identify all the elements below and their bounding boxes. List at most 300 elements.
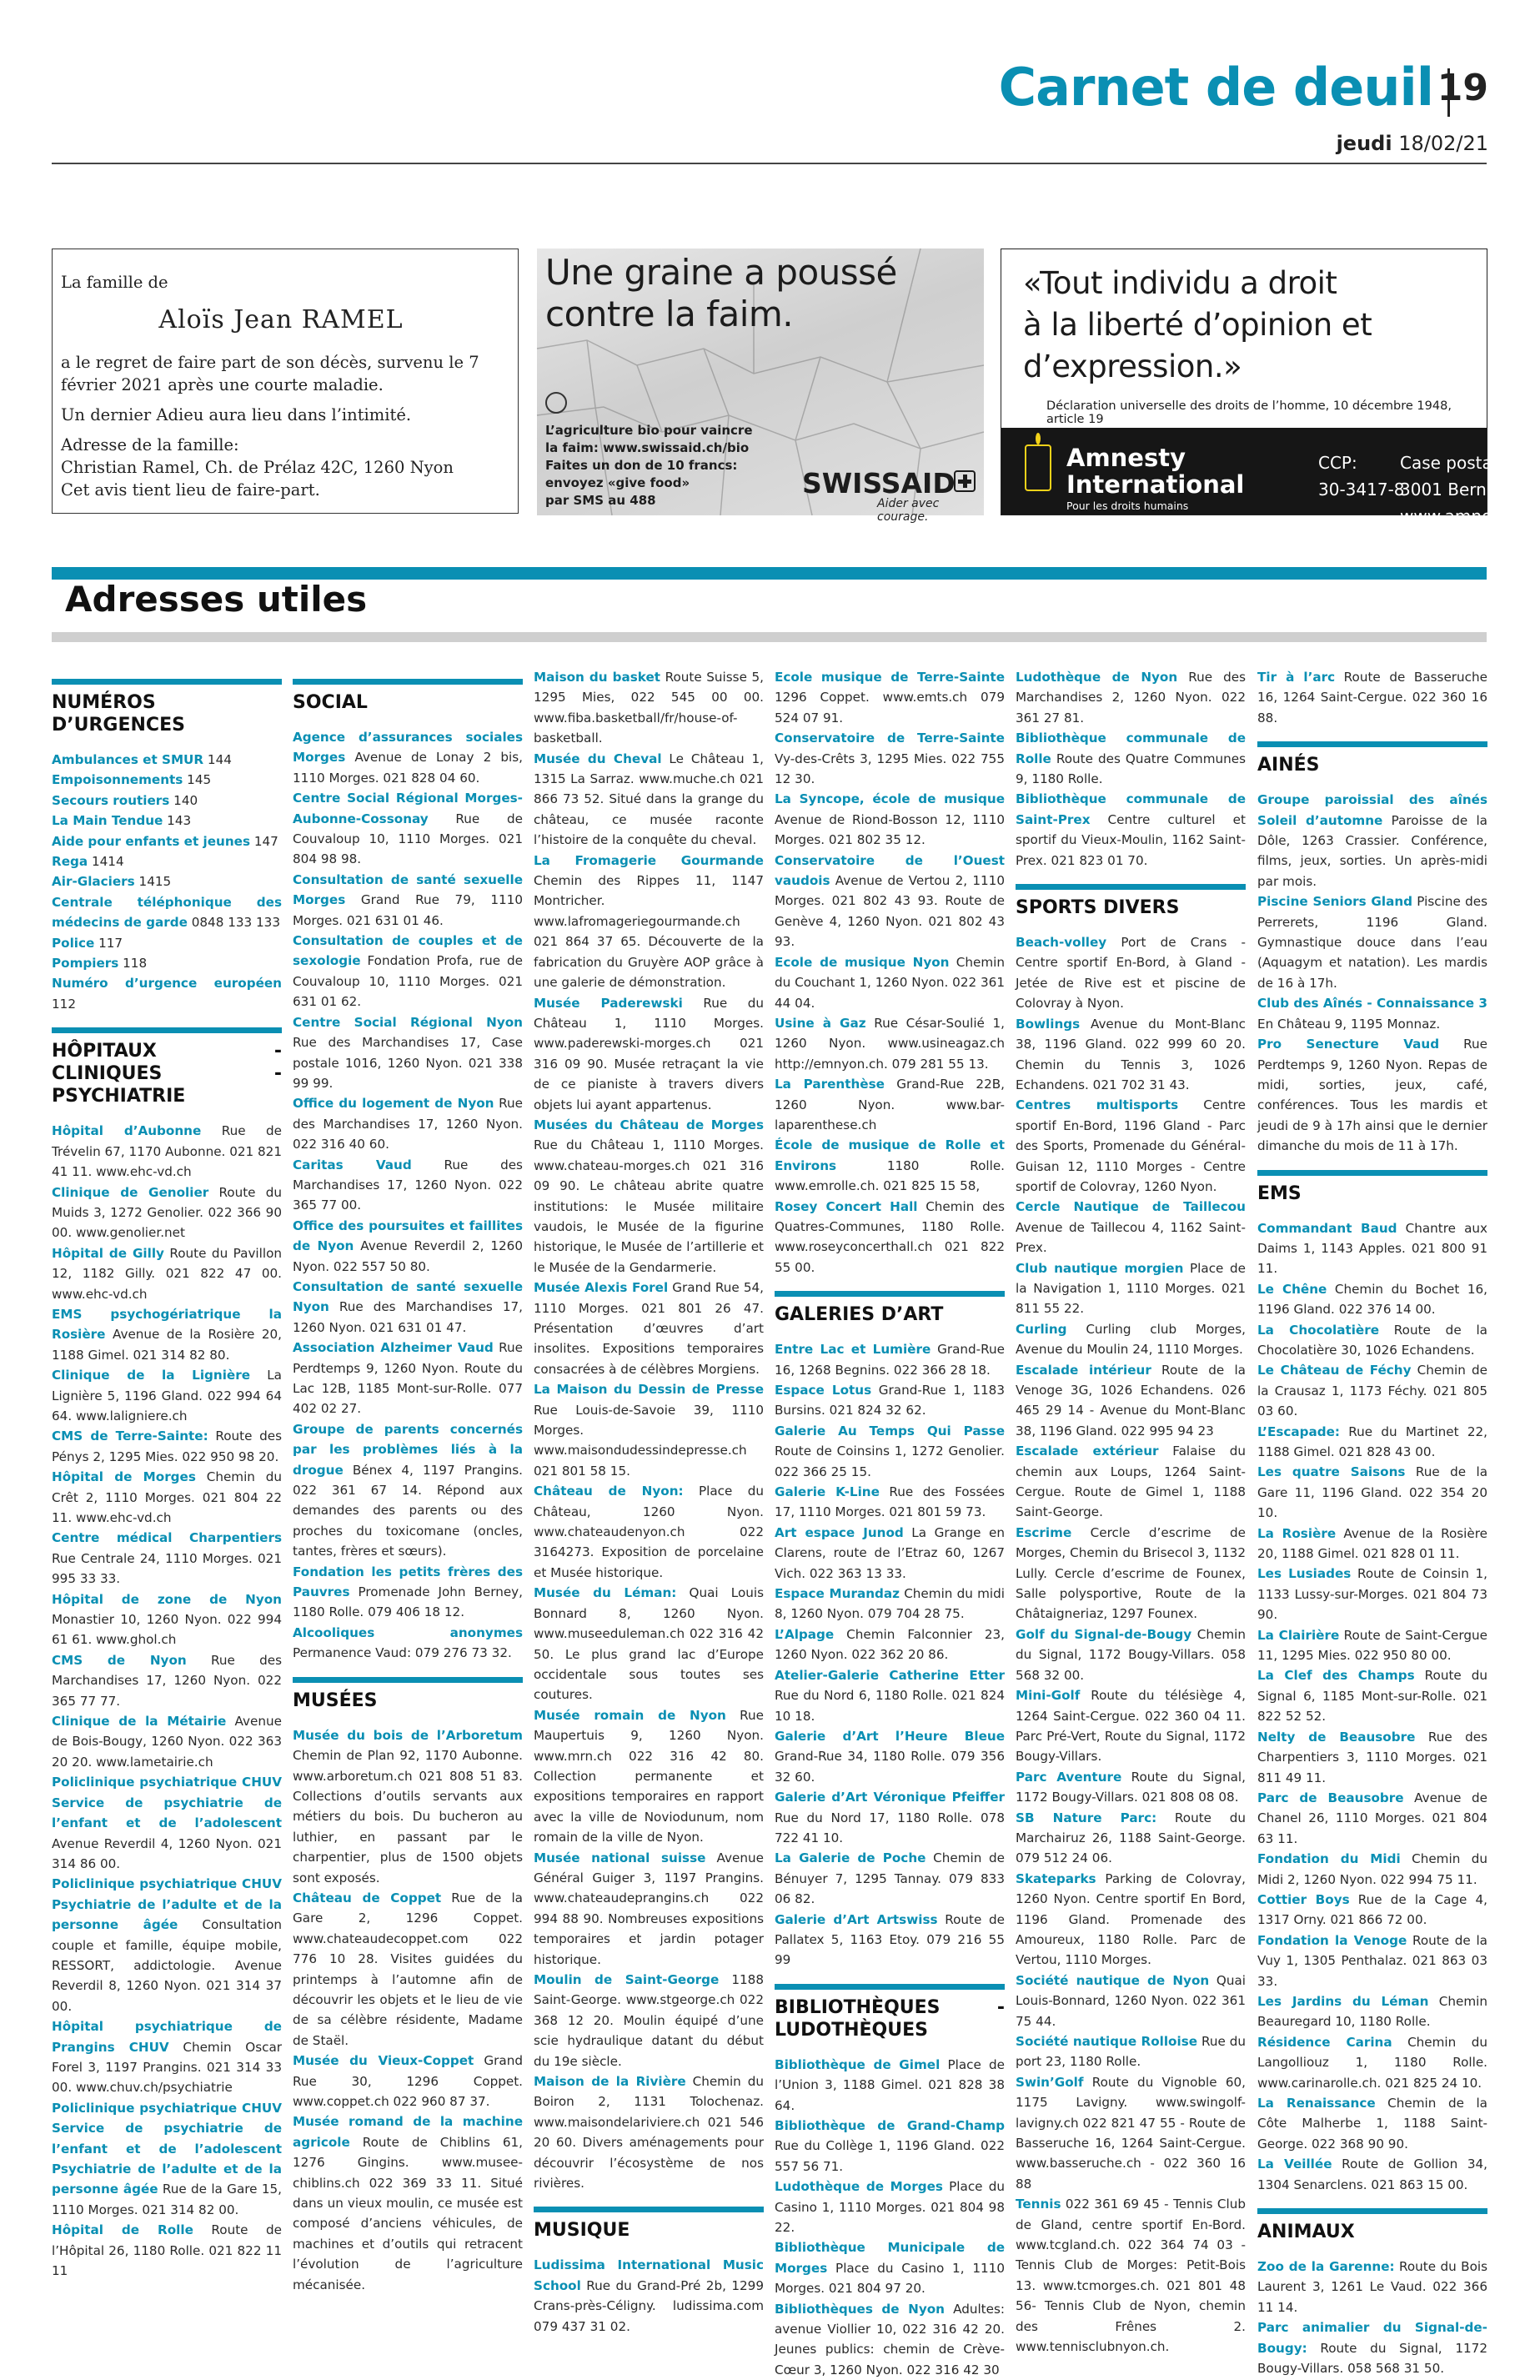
address-entry: [293, 1419, 523, 1562]
category-heading: ANIMAUX: [1257, 2208, 1487, 2243]
entry-details: Rue Louis-de-Savoie 39, 1110 Morges. www.maisondudessindepresse.ch 021 801 58 15.: [534, 1402, 764, 1479]
address-entry: [775, 1848, 1005, 1909]
section-band-bottom: [52, 632, 1487, 642]
address-entry: [1016, 1197, 1246, 1258]
address-entry: [775, 1074, 1005, 1135]
page-header: [0, 0, 1527, 154]
entry-details: Chemin du Boiron 2, 1131 Tolochenaz. www.maisondelariviere.ch 021 546 20 60. Divers aménagements pour découvrir l’écosystème de nos rivières.: [534, 2074, 764, 2192]
entry-details: Monastier 10, 1260 Nyon. 022 994 61 61. www.ghol.ch: [52, 1612, 282, 1648]
address-entry: [534, 1970, 764, 2071]
address-entry: [52, 1426, 282, 1467]
entry-details: Avenue de Bois-Bougy, 1260 Nyon. 022 363 20 20. www.lametairie.ch: [52, 1714, 282, 1770]
entry-name: Tennis: [1016, 2197, 1061, 2212]
entry-details: Place du Casino 1, 1110 Morges. 021 804 97 20.: [775, 2260, 1005, 2297]
entry-name: Escalade extérieur: [1016, 1444, 1159, 1459]
address-entry: [1016, 728, 1246, 789]
address-entry: [775, 1135, 1005, 1196]
entry-details: Rue de la Gare 2, 1296 Coppet. www.chateaudecoppet.com 022 776 10 28. Visites guidées du printemps à l’automne afin de découvrir les objets et le lieu de vie de sa célèbre résidente, Madame de Staël.: [293, 1890, 523, 2048]
obituary-text-3: Adresse de la famille:: [61, 435, 239, 454]
address-entry: [1016, 1095, 1246, 1197]
entry-details: Promenade John Berney, 1180 Rolle. 079 406 18 12.: [293, 1584, 523, 1620]
address-entry: [52, 1650, 282, 1711]
amnesty-postal-address: Case postale, 3001 Berne: [1400, 453, 1512, 500]
address-entry: [1016, 1523, 1246, 1624]
entry-name: Ludothèque de Morges: [775, 2179, 943, 2195]
entry-name: La Rosière: [1257, 1525, 1337, 1541]
entry-details: Rue Centrale 24, 1110 Morges. 021 995 33 33.: [52, 1550, 282, 1587]
entry-name: Escalade intérieur: [1016, 1362, 1151, 1378]
entry-name: Zoo de la Garenne:: [1257, 2259, 1395, 2275]
address-entry: [1257, 1218, 1487, 1279]
entry-details: Curling club Morges, Avenue du Moulin 24, 1110 Morges.: [1016, 1321, 1246, 1358]
entry-details: Avenue du Mont-Blanc 38, 1196 Gland. 022 999 60 20. Chemin du Tennis 3, 1026 Echandens. 021 702 31 43.: [1016, 1016, 1246, 1092]
obituary-intro: La famille de: [61, 273, 168, 292]
address-entry: [1257, 2093, 1487, 2154]
entry-name: Ecole de musique Nyon: [775, 954, 950, 970]
address-entry: [1257, 891, 1487, 993]
entry-name: Moulin de Saint-George: [534, 1972, 720, 1987]
entry-name: La Main Tendue: [52, 813, 163, 829]
entry-name: Association Alzheimer Vaud: [293, 1340, 494, 1356]
address-entry: [1257, 790, 1487, 891]
entry-details: Route du Signal, 1172 Bougy-Villars. 021 808 08 08.: [1016, 1769, 1246, 1805]
entry-name: Rega: [52, 854, 88, 870]
entry-name: Galerie Au Temps Qui Passe: [775, 1423, 1005, 1439]
obituary-text-2: Un dernier Adieu aura lieu dans l’intimité.: [61, 405, 412, 424]
address-entry: [534, 1379, 764, 1481]
entry-name: Consultation de couples et de sexologie: [293, 933, 523, 969]
entry-name: Policlinique psychiatrique CHUV Psychiatrie de l’adulte et de la personne âgée: [52, 1876, 282, 1933]
entry-name: Château de Nyon:: [534, 1484, 684, 1499]
address-entry: [775, 1787, 1005, 1848]
address-entry: [775, 1380, 1005, 1421]
address-entry: [775, 2055, 1005, 2116]
entry-name: Aide pour enfants et jeunes: [52, 833, 251, 849]
obituary-name: Aloïs Jean RAMEL: [158, 305, 404, 334]
section-band-top: [52, 567, 1487, 580]
address-entry: [293, 1338, 523, 1419]
address-entry: [1016, 1624, 1246, 1685]
entry-name: Ecole musique de Terre-Sainte: [775, 670, 1005, 685]
entry-name: Hôpital de Gilly: [52, 1245, 164, 1261]
category-heading: AINÉS: [1257, 741, 1487, 776]
entry-name: CMS de Nyon: [52, 1652, 187, 1668]
obituary-notice: [52, 249, 519, 514]
entry-name: Les Jardins du Léman: [1257, 1993, 1429, 2009]
entry-details: Bénex 4, 1197 Prangins. 022 361 67 14. Répond aux demandes des parents ou des proches du toxicomane (oncles, tantes, frères et sœurs).: [293, 1462, 523, 1559]
entry-details: 143: [163, 813, 192, 829]
entry-name: EMS psychogériatrique la Rosière: [52, 1306, 282, 1343]
address-column-1: [52, 667, 283, 2279]
entry-name: Skateparks: [1016, 1870, 1096, 1886]
address-entry: [52, 811, 282, 831]
address-entry: [1016, 1971, 1246, 2031]
entry-name: Curling: [1016, 1321, 1067, 1337]
address-entry: [293, 1623, 523, 1664]
entry-details: Rue de la Gare 15, 1110 Morges. 021 314 82 00.: [52, 2182, 282, 2217]
address-entry: [52, 2016, 282, 2098]
entry-details: 1188 Saint-George. www.stgeorge.ch 022 368 12 20. Moulin équipé d’une scie hydraulique datant du début du 19e siècle.: [534, 1972, 764, 2069]
entry-name: Pro Senecture Vaud: [1257, 1037, 1440, 1052]
entry-name: Musée romand de la machine agricole: [293, 2114, 523, 2150]
entry-details: 1414: [88, 854, 124, 870]
entry-details: Route de Gollion 34, 1304 Senarclens. 021 863 15 00.: [1257, 2157, 1488, 2192]
entry-name: Pompiers: [52, 956, 119, 972]
entry-name: Fondation du Midi: [1257, 1851, 1401, 1867]
category-heading: BIBLIOTHÈQUES - LUDOTHÈQUES: [775, 1984, 1005, 2041]
entry-details: Chemin Oscar Forel 3, 1197 Prangins. 021 314 33 00. www.chuv.ch/psychiatrie: [52, 2039, 283, 2096]
entry-name: Musée du Léman:: [534, 1585, 677, 1601]
address-entry: [1257, 1890, 1487, 1931]
entry-details: Centre sportif En-Bord, 1196 Gland - Parc des Sports, Promenade du Général-Guisan 12, 1110 Morges - Centre sportif de Colovray, 1260 Nyon.: [1016, 1097, 1246, 1194]
entry-details: Rue des Marchandises 17, 1260 Nyon. 022 316 40 60.: [293, 1096, 523, 1152]
entry-name: Les Lusiades: [1257, 1566, 1352, 1582]
entry-details: 112: [52, 996, 76, 1012]
entry-name: Centre Social Régional Nyon: [293, 1014, 523, 1030]
address-entry: [534, 1848, 764, 1970]
entry-name: Clinique de la Métairie: [52, 1714, 227, 1730]
entry-details: Rue du Collège 1, 1196 Gland. 022 557 56 71.: [775, 2138, 1005, 2174]
entry-name: Maison du basket: [534, 670, 661, 685]
amnesty-ccp: [1318, 449, 1405, 503]
address-entry: [52, 1467, 282, 1528]
entry-details: Cercle d’escrime de Morges, Chemin du Brisecol 3, 1132 Lully. Cercle d’escrime de Founex, Salle polysportive, Route de la Châtaigneriaz, 1297 Founex.: [1016, 1524, 1246, 1622]
entry-name: Bibliothèques de Nyon: [775, 2301, 945, 2317]
entry-details: Rue des Marchandises 17, Case postale 1016, 1260 Nyon. 021 338 99 99.: [293, 1035, 523, 1091]
entry-name: Office des poursuites et faillites de Nyon: [293, 1218, 523, 1254]
entry-details: Chemin du Bochet 16, 1196 Gland. 022 376 14 00.: [1257, 1281, 1487, 1318]
entry-name: Agence d’assurances sociales Morges: [293, 730, 523, 766]
entry-details: Avenue Reverdil 2, 1260 Nyon. 022 557 50 80.: [293, 1238, 523, 1274]
address-entry: [775, 1910, 1005, 1971]
address-entry: [52, 791, 282, 811]
entry-name: Piscine Seniors Gland: [1257, 894, 1413, 910]
entry-details: Rue du Grand-Pré 2b, 1299 Crans-près-Céligny. ludissima.com 079 437 31 02.: [534, 2277, 764, 2334]
address-entry: [293, 2111, 523, 2295]
entry-name: Fondation la Venoge: [1257, 1932, 1407, 1948]
address-entry: [534, 749, 764, 851]
address-entry: [52, 1243, 282, 1304]
address-entry: [293, 1277, 523, 1338]
swissaid-advertisement: [537, 249, 984, 524]
address-entry: [775, 728, 1005, 789]
entry-name: Bowlings: [1016, 1016, 1081, 1032]
address-entry: [1016, 2072, 1246, 2194]
entry-details: Chemin Beauregard 10, 1180 Rolle.: [1257, 1993, 1487, 2030]
entry-details: 144: [203, 752, 232, 767]
entry-details: Rue du port 23, 1180 Rolle.: [1016, 2034, 1246, 2070]
entry-details: Route de Pallatex 5, 1163 Etoy. 079 216 55 99: [775, 1911, 1005, 1968]
address-entry: [52, 1365, 282, 1426]
address-entry: [534, 1583, 764, 1705]
address-entry: [1016, 1014, 1246, 1096]
entry-name: Mini-Golf: [1016, 1688, 1081, 1704]
swissaid-body-line-1: L’agriculture bio pour vaincre: [545, 423, 753, 438]
entry-details: Rue des Marchandises 17, 1260 Nyon. 022 365 77 77.: [52, 1652, 282, 1709]
entry-name: Hôpital de Rolle: [52, 2222, 193, 2238]
entry-name: Espace Lotus: [775, 1383, 872, 1398]
entry-details: 145: [183, 772, 212, 788]
entry-name: Parc animalier du Signal-de-Bougy:: [1257, 2320, 1487, 2356]
entry-details: Place de l’Union 3, 1188 Gimel. 021 828 38 64.: [775, 2056, 1005, 2113]
address-entry: [1016, 1869, 1246, 1971]
entry-name: Parc Aventure: [1016, 1769, 1122, 1785]
entry-details: Grand-Rue 34, 1180 Rolle. 079 356 32 60.: [775, 1749, 1005, 1785]
entry-name: Bibliothèque de Grand-Champ: [775, 2118, 1005, 2133]
entry-details: Piscine des Perrerets, 1196 Gland. Gymnastique douce dans l’eau (Aquagym et natation). Les mardis de 16 à 17h.: [1257, 894, 1487, 991]
category-heading: GALERIES D’ART: [775, 1291, 1005, 1326]
address-entry: [52, 1874, 282, 2016]
entry-details: Rue de la Gare 11, 1196 Gland. 022 354 20 10.: [1257, 1464, 1488, 1521]
entry-name: Le Château de Féchy: [1257, 1363, 1412, 1378]
entry-details: Route de Basseruche 16, 1264 Saint-Cergue. 022 360 16 88.: [1257, 670, 1487, 726]
entry-name: Club des Aînés - Connaissance 3: [1257, 996, 1487, 1012]
address-entry: [1016, 1685, 1246, 1767]
address-entry: [1016, 1767, 1246, 1808]
entry-details: Parking de Colovray, 1260 Nyon. Centre sportif En Bord, 1196 Gland. Promenade des Amoureux, 1180 Rolle. Parc de Vertou, 1110 Morges.: [1016, 1870, 1246, 1968]
swissaid-headline-line-2: contre la faim.: [545, 294, 794, 334]
entry-name: L’Escapade:: [1257, 1423, 1340, 1439]
category-heading: MUSIQUE: [534, 2207, 764, 2242]
entry-name: Hôpital de zone de Nyon: [52, 1591, 282, 1607]
entry-name: Bibliothèque de Gimel: [775, 2056, 941, 2072]
address-entry: [775, 2116, 1005, 2177]
entry-name: Club nautique morgien: [1016, 1260, 1184, 1276]
entry-details: Rue des Marchandises 2, 1260 Nyon. 022 361 27 81.: [1016, 670, 1246, 726]
entry-name: La Galerie de Poche: [775, 1850, 926, 1866]
entry-details: Chemin des Quatres-Communes, 1180 Rolle. www.roseyconcerthall.ch 021 822 55 00.: [775, 1198, 1005, 1275]
entry-name: Résidence Carina: [1257, 2034, 1392, 2050]
date-day: jeudi: [1336, 132, 1392, 155]
entry-name: Bibliothèque Municipale de Morges: [775, 2240, 1005, 2276]
address-entry: [52, 892, 282, 933]
entry-name: Policlinique psychiatrique CHUV Service de psychiatrie de l’enfant et de l’adolescent: [52, 1775, 282, 1831]
entry-details: Avenue de Riond-Bosson 12, 1110 Morges. 021 802 35 12.: [775, 811, 1005, 848]
address-entry: [1257, 667, 1487, 728]
entry-details: Rue des Marchandises 17, 1260 Nyon. 022 365 77 00.: [293, 1157, 523, 1213]
entry-details: 0848 133 133: [187, 915, 281, 931]
entry-details: Chemin de Bénuyer 7, 1295 Tannay. 079 833 06 82.: [775, 1850, 1006, 1907]
entry-name: Groupe de parents concernés par les problèmes liés à la drogue: [293, 1421, 523, 1478]
address-entry: [52, 871, 282, 891]
address-entry: [293, 931, 523, 1012]
swissaid-logo: SWISSAID: [802, 467, 956, 500]
address-entry: [52, 933, 282, 953]
entry-name: Empoisonnements: [52, 772, 183, 788]
entry-details: Route du Signal 6, 1185 Mont-sur-Rolle. 021 822 52 52.: [1257, 1668, 1487, 1725]
address-entry: [1016, 667, 1246, 728]
address-entry: [775, 1523, 1005, 1584]
entry-name: Swin’Golf: [1016, 2074, 1084, 2090]
address-entry: [775, 1421, 1005, 1482]
entry-details: La Grange en Clarens, route de l’Etraz 60, 1267 Vich. 022 363 13 33.: [775, 1524, 1005, 1581]
entry-details: Route Suisse 5, 1295 Mies, 022 545 00 00. www.fiba.basketball/fr/house-of-basketball.: [534, 670, 764, 746]
entry-details: Rue des Charpentiers 3, 1110 Morges. 021 811 49 11.: [1257, 1729, 1487, 1785]
entry-name: Nelty de Beausobre: [1257, 1729, 1416, 1745]
address-entry: [775, 2177, 1005, 2237]
entry-details: Centre culturel et sportif du Vieux-Moulin, 1162 Saint-Prex. 021 823 01 70.: [1016, 811, 1246, 868]
entry-name: Ambulances et SMUR: [52, 752, 204, 767]
address-entry: [775, 1584, 1005, 1624]
address-entry: [293, 870, 523, 931]
entry-name: Hôpital d’Aubonne: [52, 1123, 202, 1139]
entry-name: Société nautique de Nyon: [1016, 1972, 1210, 1988]
entry-details: Grand-Rue 1, 1183 Bursins. 021 824 32 62.: [775, 1383, 1006, 1418]
entry-name: Ludissima International Music School: [534, 2257, 764, 2293]
amnesty-quote-line-2: à la liberté d’opinion et: [1023, 307, 1372, 343]
address-entry: [293, 788, 523, 870]
address-entry: [52, 2220, 282, 2281]
address-entry: [1257, 1625, 1487, 1666]
address-column-5: [1016, 667, 1246, 2355]
address-entry: [775, 1726, 1005, 1787]
entry-details: Rue Perdtemps 9, 1260 Nyon. Route du Lac 12B, 1185 Mont-sur-Rolle. 077 402 02 27.: [293, 1340, 523, 1417]
entry-name: Bibliothèque communale de Rolle: [1016, 731, 1246, 766]
entry-name: Consultation de santé sexuelle Nyon: [293, 1278, 523, 1315]
entry-name: Ludothèque de Nyon: [1016, 670, 1178, 685]
entry-details: Chemin du Langolliouz 1, 1180 Rolle. www.carinarolle.ch. 021 825 24 10.: [1257, 2034, 1488, 2091]
entry-name: Galerie d’Art Véronique Pfeiffer: [775, 1790, 1005, 1805]
swissaid-body-line-2: la faim: www.swissaid.ch/bio: [545, 440, 750, 455]
entry-name: CMS de Terre-Sainte:: [52, 1429, 208, 1444]
address-entry: [1016, 1441, 1246, 1523]
amnesty-quote-line-1: «Tout individu a droit: [1023, 265, 1337, 301]
entry-details: Adultes: avenue Viollier 10, 022 316 42 20. Jeunes publics: chemin de Crève-Cœur 3, 1260 Nyon. 022 316 42 30: [775, 2301, 1006, 2377]
entry-name: La Syncope, école de musique: [775, 791, 1005, 807]
entry-name: Policlinique psychiatrique CHUV Service de psychiatrie de l’enfant et de l’adolescent Psychiatrie de l’adulte et de la personne âgée: [52, 2100, 282, 2197]
address-entry: [1257, 1462, 1487, 1523]
amnesty-quote: [1023, 263, 1372, 388]
address-entry: [52, 851, 282, 871]
entry-details: La Lignière 5, 1196 Gland. 022 994 64 64. www.laligniere.ch: [52, 1368, 282, 1423]
address-entry: [1016, 1808, 1246, 1869]
entry-details: Grand Rue 54, 1110 Morges. 021 801 26 47. Présentation d’œuvres d’art insolites. Expositions temporaires consacrées à de célèbres Morgiens.: [534, 1280, 764, 1377]
swissaid-tagline: Aider avec courage.: [877, 497, 940, 524]
address-entry: [775, 789, 1005, 850]
address-entry: [52, 831, 282, 851]
entry-name: La Parenthèse: [775, 1077, 885, 1092]
amnesty-logo: [1066, 444, 1244, 498]
address-entry: [1016, 2194, 1246, 2357]
entry-details: Grand-Rue 22B, 1260 Nyon. www.bar-laparenthese.ch: [775, 1077, 1005, 1132]
entry-details: Chemin des Rippes 11, 1147 Montricher. www.lafromageriegourmande.ch 021 864 37 65. Découverte de la fabrication du Gruyère AOP grâce à une galerie de démonstration.: [534, 873, 764, 991]
address-entry: [293, 1725, 523, 1888]
address-entry: [293, 1888, 523, 2051]
entry-details: 118: [118, 956, 148, 972]
entry-name: Centrale téléphonique des médecins de garde: [52, 894, 282, 931]
entry-details: Avenue de la Rosière 20, 1188 Gimel. 021 828 01 11.: [1257, 1525, 1488, 1562]
address-entry: [775, 1197, 1005, 1278]
address-column-3: [534, 667, 764, 2334]
address-entry: [1257, 1320, 1487, 1361]
candle-icon: [1025, 444, 1051, 491]
swissaid-body-line-4: envoyez «give food»: [545, 475, 690, 490]
entry-details: Route du Vignoble 60, 1175 Lavigny. www.swingolf-lavigny.ch 022 821 47 55 - Route de Basseruche 16, 1264 Saint-Cergue. www.basseruche.ch - 022 360 16 88: [1016, 2074, 1246, 2192]
address-entry: [293, 1562, 523, 1623]
entry-details: Consultation couple et famille, équipe mobile, RESSORT, addictologie. Avenue Reverdil 8, 1260 Nyon. 021 314 37 00.: [52, 1917, 282, 2014]
entry-details: Rue du Château 1, 1110 Morges. www.paderewski-morges.ch 021 316 09 90. Musée retraçant la vie de ce pianiste à travers divers objets lui ayant appartenus.: [534, 995, 764, 1112]
entry-details: Route des Pénys 2, 1295 Mies. 022 950 98 20.: [52, 1429, 282, 1464]
address-entry: [534, 993, 764, 1115]
entry-details: Place de la Navigation 1, 1110 Morges. 021 811 55 22.: [1016, 1260, 1246, 1317]
page-number: 19: [1437, 67, 1488, 109]
amnesty-subtitle: Pour les droits humains: [1066, 500, 1189, 512]
entry-name: Musée Alexis Forel: [534, 1280, 669, 1296]
address-column-6: [1257, 667, 1488, 2377]
entry-details: Fondation Profa, rue de Couvaloup 10, 1110 Morges. 021 631 01 62.: [293, 953, 523, 1010]
entry-name: Hôpital de Morges: [52, 1469, 196, 1485]
address-entry: [534, 1705, 764, 1848]
entry-details: Route de Coinsin 1, 1133 Lussy-sur-Morges. 021 804 73 90.: [1257, 1566, 1487, 1623]
address-entry: [775, 667, 1005, 728]
entry-details: Avenue Général Guiger 3, 1197 Prangins. www.chateaudeprangins.ch 022 994 88 90. Nombreuses expositions temporaires et jardin potager historique.: [534, 1850, 764, 1967]
address-entry: [775, 1013, 1005, 1074]
entry-details: Avenue Reverdil 4, 1260 Nyon. 021 314 86 00.: [52, 1835, 282, 1871]
address-entry: [534, 2071, 764, 2193]
entry-details: Le Château 1, 1315 La Sarraz. www.muche.ch 021 866 73 52. Situé dans la grange du château, ce musée raconte l’histoire de la conquête du cheval.: [534, 751, 764, 848]
entry-details: Chemin du midi 8, 1260 Nyon. 079 704 28 75.: [775, 1586, 1006, 1622]
entry-details: Place du Casino 1, 1110 Morges. 021 804 98 22.: [775, 2179, 1005, 2236]
entry-name: Galerie K-Line: [775, 1484, 880, 1500]
entry-details: Route de la Vuy 1, 1305 Penthalaz. 021 863 03 33.: [1257, 1932, 1487, 1989]
entry-details: Route de la Venoge 3G, 1026 Echandens. 026 465 29 14 - Avenue du Mont-Blanc 38, 1196 Gland. 022 995 94 23: [1016, 1362, 1246, 1439]
entry-details: Chemin du Midi 2, 1260 Nyon. 022 994 75 11.: [1257, 1851, 1488, 1887]
entry-name: Golf du Signal-de-Bougy: [1016, 1626, 1192, 1642]
entry-details: Avenue de Taillecou 4, 1162 Saint-Prex.: [1016, 1219, 1246, 1256]
address-entry: [1016, 932, 1246, 1014]
address-entry: [1257, 1849, 1487, 1890]
address-entry: [1257, 2317, 1487, 2378]
entry-details: Route de l’Hôpital 26, 1180 Rolle. 021 822 11 11: [52, 2222, 282, 2279]
entry-details: 1180 Rolle. www.emrolle.ch. 021 825 15 58,: [775, 1157, 1005, 1194]
address-column-4: [775, 667, 1006, 2377]
entry-details: Chemin du Couchant 1, 1260 Nyon. 022 361 44 04.: [775, 954, 1005, 1011]
address-entry: [1016, 1258, 1246, 1319]
ccp-label: CCP:: [1318, 453, 1357, 473]
address-entry: [775, 1624, 1005, 1665]
entry-name: La Clairière: [1257, 1627, 1340, 1643]
address-entry: [52, 2098, 282, 2220]
entry-name: Parc de Beausobre: [1257, 1790, 1404, 1805]
entry-name: La Renaissance: [1257, 2096, 1376, 2111]
entry-name: Art espace Junod: [775, 1524, 904, 1540]
entry-name: Centres multisports: [1016, 1097, 1179, 1113]
entry-name: Galerie d’Art Artswiss: [775, 1911, 938, 1927]
address-entry: [52, 1589, 282, 1650]
address-entry: [1257, 1991, 1487, 2032]
entry-name: Clinique de Genolier: [52, 1184, 209, 1200]
address-entry: [52, 1711, 282, 1772]
entry-details: Avenue de Chanel 26, 1110 Morges. 021 804 63 11.: [1257, 1790, 1487, 1846]
address-entry: [1257, 1727, 1487, 1788]
section-title: Carnet de deuil: [998, 57, 1433, 118]
entry-name: Musée Paderewski: [534, 995, 683, 1011]
entry-name: Les quatre Saisons: [1257, 1464, 1406, 1480]
swissaid-body-line-3: Faites un don de 10 francs:: [545, 458, 738, 473]
entry-details: Falaise du chemin aux Loups, 1264 Saint-Cergue. Route de Gimel 1, 1188 Saint-George.: [1016, 1444, 1246, 1520]
swissaid-headline: [545, 252, 897, 335]
swissaid-body-line-5: par SMS au 488: [545, 493, 656, 508]
entry-details: Rue du Nord 17, 1180 Rolle. 078 722 41 10.: [775, 1810, 1005, 1845]
entry-name: SB Nature Parc:: [1016, 1810, 1157, 1825]
amnesty-logo-line-1: Amnesty: [1066, 444, 1186, 472]
entry-details: Rue du Martinet 22, 1188 Gimel. 021 828 43 00.: [1257, 1423, 1487, 1459]
category-heading: NUMÉROS D’URGENCES: [52, 679, 282, 736]
entry-name: Centre Social Régional Morges-Aubonne-Cossonay: [293, 791, 523, 826]
entry-details: Rue des Fossées 17, 1110 Morges. 021 801 59 73.: [775, 1484, 1005, 1520]
address-entry: [52, 1182, 282, 1243]
entry-details: Vy-des-Crêts 3, 1295 Mies. 022 755 12 30.: [775, 751, 1005, 787]
